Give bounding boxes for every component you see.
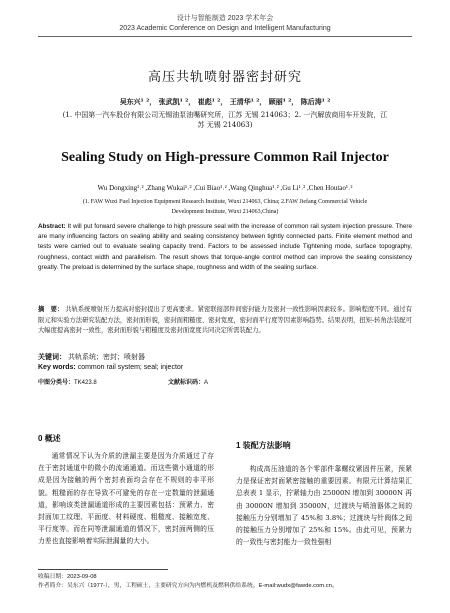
classification-label: 中图分类号： — [38, 380, 75, 386]
cn-abstract-label: 摘 要： — [38, 306, 64, 313]
section-0-heading: 0 概述 — [38, 434, 61, 443]
running-header — [0, 14, 450, 34]
classification-line — [38, 377, 412, 386]
doc-code-value: A — [204, 380, 209, 386]
author-bio: 作者简介：吴东兴（1977-），男，工程硕士，主要研究方向为内燃机及燃料供给系统。E-mail:wudx@fawde.com.cn。 — [38, 583, 338, 589]
en-abstract — [38, 222, 412, 273]
footnote — [38, 573, 418, 591]
header-en: 2023 Academic Conference on Design and Intelligent Manufacturing — [119, 25, 331, 32]
footnote-divider — [38, 569, 168, 570]
cn-title: 高压共轨喷射器密封研究 — [147, 70, 302, 85]
doc-code — [168, 377, 208, 386]
header-cn: 设计与智能制造 2023 学术年会 — [176, 15, 274, 22]
header-divider — [38, 36, 412, 37]
en-affiliation: (1. FAW Wuxi Fuel Injection Equipment Research Institute, Wuxi 214063, China; 2.FAW Jiefang Commercial Vehicle Development Institute, Wuxi 214063,China) — [82, 199, 368, 215]
section-1-text: 构成高压油道的各个零部件靠螺纹紧固件压紧，预紧力是保证密封面紧密接触的重要因素。有限元计算结果汇总表表 1 显示，拧紧轴力由 25000N 增加到 30000N 再由 30000N 增加到 35000N，过渡块与喷油器体之间的接触压力分别增加了 45%和 3.8%；过渡块与针阀体之间的接触压力分别增加了 25%和 15%。由此可见，预紧力的一致性与密封能力一致性强相 — [236, 465, 412, 547]
en-authors: Wu Dongxing¹˒² ,Zhang Wukai¹˒² ,Cui Biao¹˒² ,Wang Qinghua¹˒² ,Gu Li¹˒² ,Chen Houtao¹˒² — [97, 184, 353, 192]
received-date: 收稿日期：2023-09-08 — [38, 574, 97, 580]
en-keywords-text: common rail system; seal; injector — [77, 364, 184, 371]
en-keywords — [38, 364, 412, 371]
doc-code-label: 文献标识码： — [168, 380, 205, 386]
en-title: Sealing Study on High-pressure Common Rail Injector — [61, 150, 389, 165]
cn-keywords — [38, 352, 412, 363]
cn-keywords-label: 关键词： — [38, 354, 66, 361]
en-keywords-label: Key words: — [38, 364, 76, 371]
cn-affiliation: (1. 中国第一汽车股份有限公司无锡油泵油嘴研究所，江苏 无锡 214063；2. 一汽解放商用车开发院，江苏 无锡 214063) — [62, 111, 388, 129]
en-abstract-label: Abstract: — [38, 223, 66, 230]
classification-value: TK423.8 — [74, 380, 97, 386]
cn-keywords-text: 共轨系统；密封；喷射器 — [67, 354, 145, 361]
en-abstract-text: It will put forward severe challenge to high pressure seal with the increase of common rail system injection pressure. There are many influencing factors on sealing ability and sealing consistency between tightly connected parts. Finite element method and tests were carried out to evaluate sealing capacity trend. Factors to be assessed include Tightening mode, surface topography, roughness, contact width and parallelism. The result shows that torque-angle control method can improve the sealing consistency greatly. The preload is determined by the surface shape, roughness and width of the sealing surface. — [38, 223, 412, 271]
section-1-heading: 1 装配方法影响 — [236, 441, 291, 450]
cn-abstract — [38, 305, 412, 337]
section-0-text: 通常情况下认为介质的泄漏主要是因为介质通过了存在于密封通道中的微小的流通通道。而这些微小通道的形成是因为接触的两个密封表面均会存在不规则的非平形貌。粗糙面的存在导致不可避免的存在一定数量的泄漏通道，影响该类泄漏通道形成的主要因素包括：预紧力、密封面加工纹理、平面度、材料硬度、粗糙度、接触宽度、平行度等。而在同等泄漏通道的情况下，密封面两侧的压力差也直接影响着实际泄漏量的大小。 — [38, 452, 214, 546]
cn-abstract-text: 共轨系统喷射压力提高对密封提出了更高要求。紧密联接部件间密封能力及密封一致性影响因素较多。影响程度不同。通过有限元和实验方法研究装配方法，密封面形貌，密封面粗糙度、密封宽度，密封面平行度等因素影响趋势。结果表明，扭矩-转角法装配可大幅度提高密封一致性，密封面形貌与粗糙度及密封面宽度共同决定所需装配力。 — [38, 306, 413, 334]
cn-authors: 吴东兴¹ ²， 张武凯¹ ²， 崔彪¹ ²， 王清华¹ ²， 顾丽¹ ²， 陈后涛¹ ² — [119, 97, 331, 106]
